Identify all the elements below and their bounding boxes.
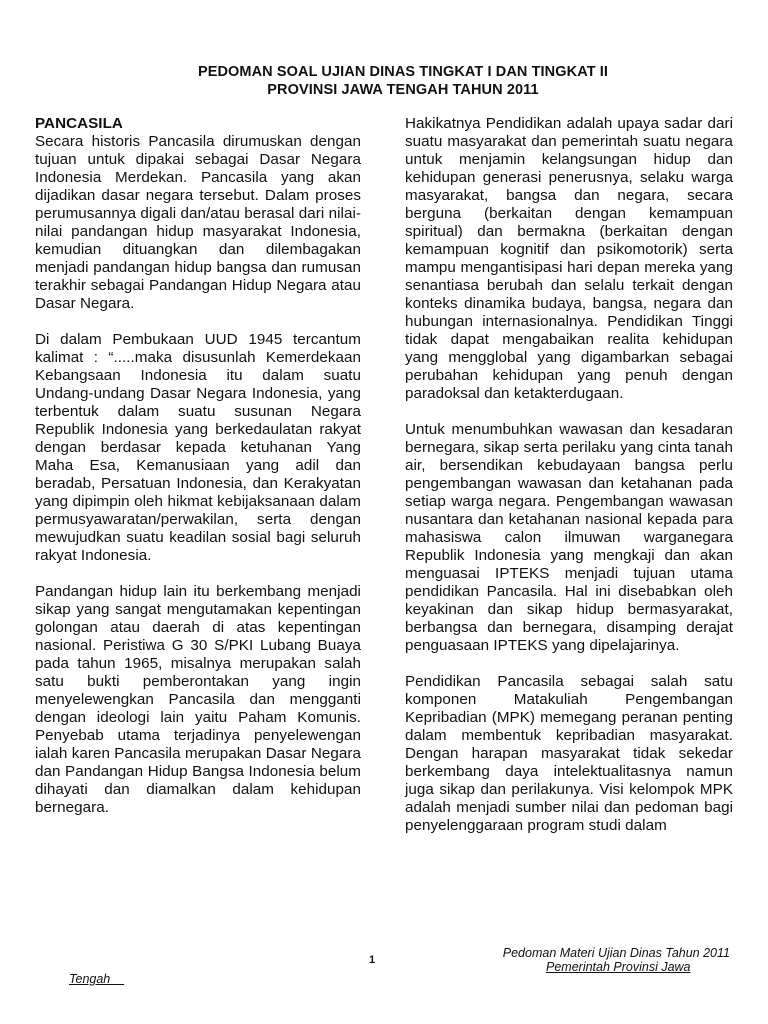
right-paragraph-3: Pendidikan Pancasila sebagai salah satu komponen Matakuliah Pengembangan Kepribadian (MPK) memegang peranan penting dalam membentuk kepribadian masyarakat. Dengan harapan masyarakat tidak sekedar berkembang daya intelektualitasnya namun juga sikap dan perilakunya. Visi kelompok MPK adalah menjadi sumber nilai dan pedoman bagi penyelenggaraan program studi dalam	[405, 673, 733, 834]
footer-title: Pedoman Materi Ujian Dinas Tahun 2011	[502, 946, 730, 960]
document-title-line-1: PEDOMAN SOAL UJIAN DINAS TINGKAT I DAN TINGKAT II	[197, 64, 609, 80]
section-heading-pancasila: PANCASILA	[35, 115, 123, 132]
left-paragraph-2: Di dalam Pembukaan UUD 1945 tercantum kalimat : “.....maka disusunlah Kemerdekaan Kebangsaan Indonesia itu dalam suatu Undang-undang Dasar Negara Indonesia, yang terbentuk dalam suatu susunan Negara Republik Indonesia yang berkedaulatan rakyat dengan berdasar kepada ketuhanan Yang Maha Esa, Kemanusiaan yang adil dan beradab, Persatuan Indonesia, dan Kerakyatan yang dipimpin oleh hikmat kebijaksanaan dalam permusyawaratan/perwakilan, serta dengan mewujudkan suatu keadilan sosial bagi seluruh rakyat Indonesia.	[35, 331, 361, 564]
right-paragraph-2: Untuk menumbuhkan wawasan dan kesadaran bernegara, sikap serta perilaku yang cinta tanah air, bersendikan kebudayaan bangsa perlu pengembangan wawasan dan ketahanan pada setiap warga negara. Pengembangan wawasan nusantara dan ketahanan nasional kepada para mahasiswa calon ilmuwan warganegara Republik Indonesia yang mengkaji dan akan menguasai IPTEKS menjadi tujuan utama pendidikan Pancasila. Hal ini disebabkan oleh keyakinan dan sikap hidup bermasyarakat, berbangsa dan bernegara, disamping derajat penguasaan IPTEKS yang dipelajarinya.	[405, 421, 733, 654]
left-paragraph-1: Secara historis Pancasila dirumuskan dengan tujuan untuk dipakai sebagai Dasar Negara Indonesia Merdekan. Pancasila yang akan dijadikan dasar negara tersebut. Dalam proses perumusannya digali dan/atau berasal dari nilai-nilai pandangan hidup masyarakat Indonesia, kemudian dituangkan dan dilembagakan menjadi pandangan hidup bangsa dan rumusan terakhir sebagai Pandangan Hidup Negara atau Dasar Negara.	[35, 133, 361, 312]
footer-organization-continued: Tengah	[69, 972, 125, 986]
left-paragraph-3: Pandangan hidup lain itu berkembang menjadi sikap yang sangat mengutamakan kepentingan golongan atau daerah di atas kepentingan nasional. Peristiwa G 30 S/PKI Lubang Buaya pada tahun 1965, misalnya merupakan salah satu bukti pemberontakan yang ingin menyelewengkan Pancasila dan mengganti dengan ideologi lain yaitu Paham Komunis. Penyebab utama terjadinya penyelewengan ialah karen Pancasila merupakan Dasar Negara dan Pandangan Hidup Bangsa Indonesia belum dihayati dan diamalkan dalam kehidupan bernegara.	[35, 583, 361, 816]
right-paragraph-1: Hakikatnya Pendidikan adalah upaya sadar dari suatu masyarakat dan pemerintah suatu negara untuk menjamin kelangsungan hidup dan kehidupan generasi penerusnya, selaku warga masyarakat, bangsa dan negara, secara berguna (berkaitan dengan kemampuan spiritual) dan bermakna (berkaitan dengan kemampuan kognitif dan psikomotorik) serta mampu mengantisipasi hari depan mereka yang senantiasa berubah dan selalu terkait dengan konteks dinamika budaya, bangsa, negara dan hubungan internasionalnya. Pendidikan Tinggi tidak dapat mengabaikan realita kehidupan yang mengglobal yang digambarkan sebagai perubahan kehidupan yang penuh dengan paradoksal dan ketakterdugaan.	[405, 115, 733, 402]
document-title-line-2: PROVINSI JAWA TENGAH TAHUN 2011	[267, 82, 539, 98]
left-column	[35, 115, 361, 835]
right-column	[405, 115, 733, 853]
footer-organization: Pemerintah Provinsi Jawa	[546, 960, 691, 974]
page-number: 1	[369, 954, 376, 966]
